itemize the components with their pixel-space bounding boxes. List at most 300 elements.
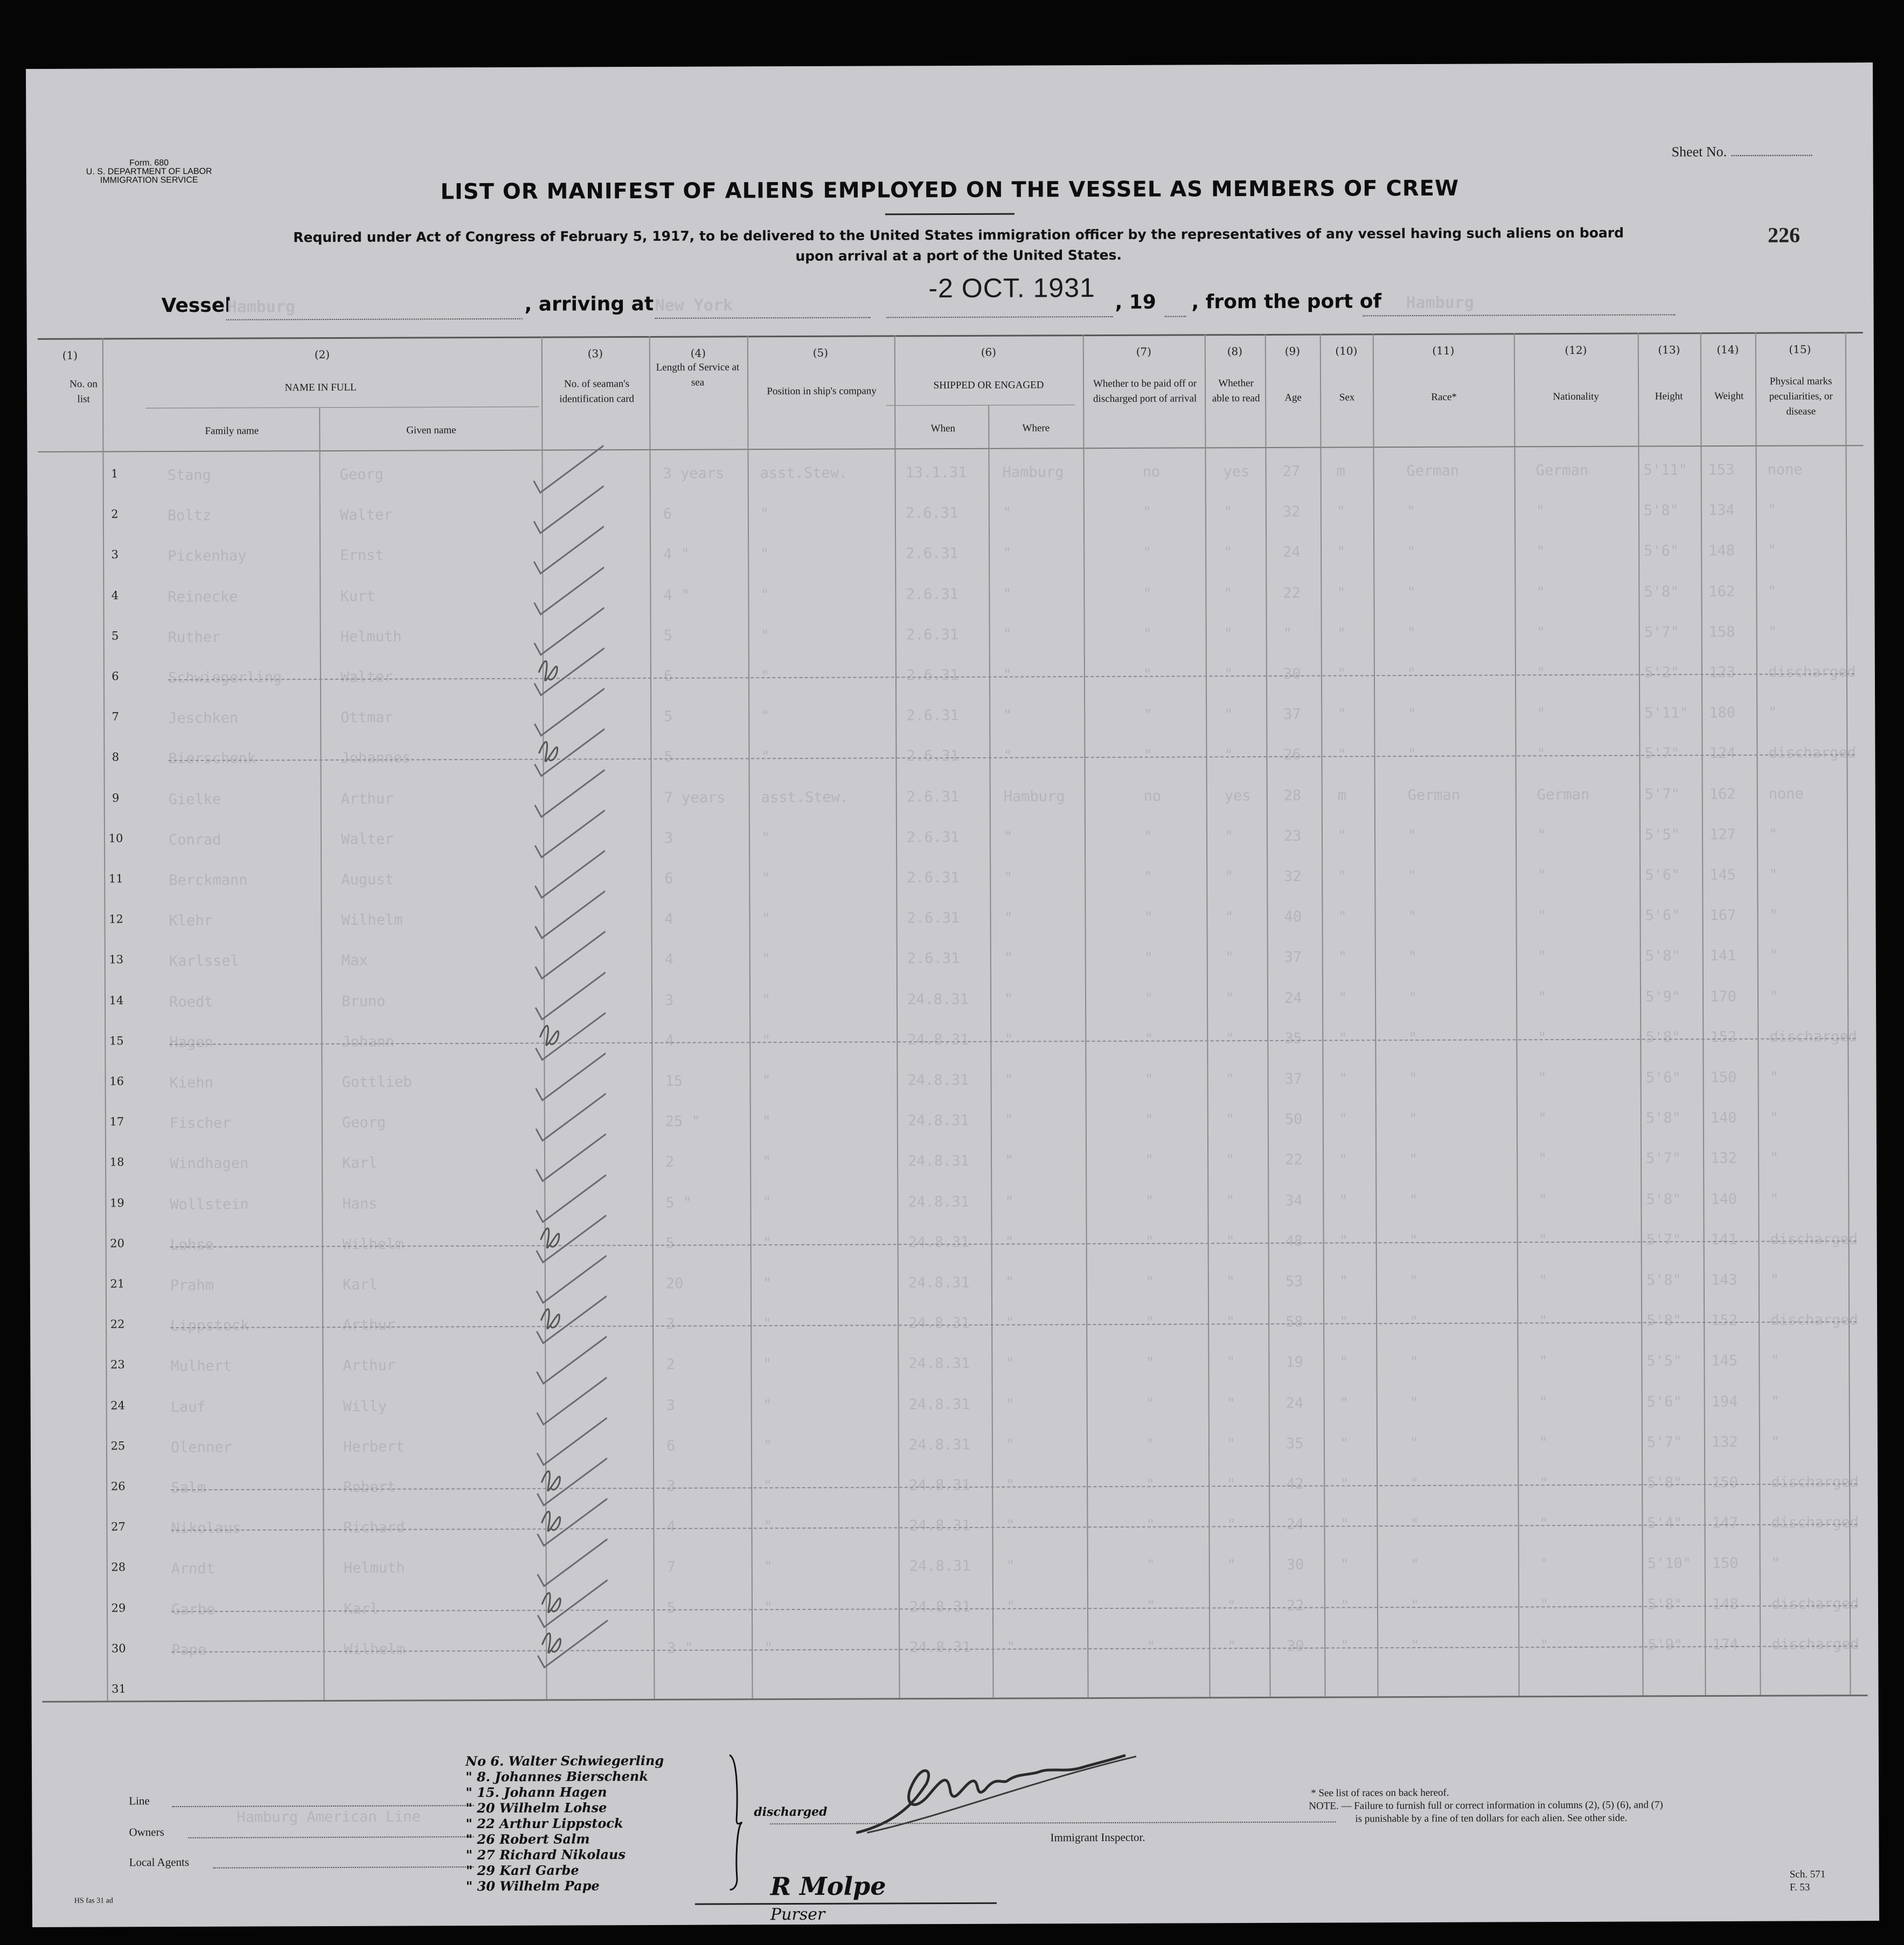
weight-cell: 152 [1711, 1312, 1738, 1329]
row-number: 9 [112, 791, 120, 805]
weight-cell: 170 [1710, 988, 1736, 1005]
given-name-cell: Karl [343, 1600, 379, 1618]
row-number: 6 [112, 670, 119, 683]
service-length-cell: 7 years [664, 789, 726, 806]
physical-marks-cell: " [1770, 1433, 1780, 1451]
height-cell: 5'8" [1646, 1272, 1681, 1289]
row-number: 1 [110, 467, 119, 480]
nationality-cell: " [1539, 1596, 1549, 1613]
nationality-cell: German [1537, 786, 1590, 803]
shipped-where-cell: " [1004, 950, 1013, 967]
shipped-when-cell: 24.8.31 [908, 1233, 970, 1251]
paid-off-cell: " [1146, 1638, 1156, 1655]
position-cell: " [761, 991, 771, 1008]
service-length-cell: 3 years [663, 465, 725, 482]
able-to-read-cell: " [1225, 1071, 1234, 1088]
family-name-cell: Reinecke [168, 588, 238, 605]
age-cell: 37 [1284, 1070, 1303, 1087]
able-to-read-cell: " [1226, 1273, 1235, 1291]
position-cell: " [763, 1599, 773, 1616]
weight-cell: 153 [1708, 461, 1735, 479]
weight-cell: 140 [1711, 1190, 1738, 1208]
shipped-where-cell: " [1006, 1557, 1016, 1575]
shipped-when-cell: 24.8.31 [909, 1517, 971, 1535]
f-number: F. 53 [1789, 1881, 1810, 1893]
able-to-read-cell: " [1226, 1314, 1235, 1331]
service-length-cell: 4 [665, 1032, 674, 1049]
given-name-cell: Robert [343, 1479, 396, 1496]
position-cell: " [761, 951, 771, 968]
position-cell: " [760, 626, 769, 644]
age-cell: 35 [1284, 1030, 1302, 1047]
nationality-cell: " [1538, 1231, 1547, 1249]
sex-cell: " [1339, 1192, 1348, 1209]
shipped-where-cell: " [1005, 1436, 1015, 1453]
shipped-where-cell: " [1003, 585, 1012, 603]
position-cell: " [762, 1153, 772, 1170]
able-to-read-cell: " [1227, 1637, 1236, 1655]
weight-cell: 150 [1712, 1474, 1739, 1491]
corner-code: HS fas 31 ad [74, 1897, 113, 1905]
col-head-paid-off: Whether to be paid off or discharged port of arrival [1093, 378, 1197, 405]
given-name-cell: Karl [342, 1155, 378, 1172]
arriving-blank [655, 317, 871, 319]
position-cell: " [761, 748, 770, 765]
position-cell: " [763, 1518, 773, 1535]
nationality-cell: " [1538, 1191, 1547, 1208]
height-cell: 5'7" [1644, 785, 1680, 803]
physical-marks-cell: " [1770, 1393, 1780, 1410]
shipped-where-cell: " [1005, 1153, 1014, 1170]
position-cell: " [762, 1194, 772, 1211]
family-name-cell: Prahm [170, 1277, 214, 1294]
col-num-11: (11) [1432, 344, 1455, 357]
physical-marks-cell: discharged [1771, 1474, 1859, 1491]
height-cell: 5'11" [1643, 462, 1687, 479]
col-num-7: (7) [1136, 345, 1152, 358]
service-length-cell: 20 [665, 1275, 684, 1292]
able-to-read-cell: " [1225, 909, 1234, 926]
family-name-cell: Conrad [168, 831, 221, 848]
service-length-cell: 6 [664, 870, 673, 887]
discharged-entry: " 26 Robert Salm [465, 1831, 590, 1848]
able-to-read-cell: " [1227, 1516, 1236, 1533]
family-name-cell: Schwiegerling [168, 669, 282, 687]
given-name-cell: Herbert [343, 1438, 405, 1455]
given-name-cell: Arthur [343, 1316, 395, 1334]
physical-marks-cell: " [1768, 542, 1777, 560]
col-num-14: (14) [1717, 343, 1739, 357]
position-cell: " [763, 1477, 773, 1495]
shipped-when-cell: 2.6.31 [907, 869, 960, 887]
shipped-where-cell: " [1004, 991, 1013, 1008]
date-stamp: -2 OCT. 1931 [928, 273, 1095, 304]
sex-cell: " [1339, 1151, 1348, 1168]
year-label: , 19 [1115, 291, 1156, 313]
age-cell: 30 [1287, 1637, 1304, 1655]
position-cell: " [763, 1315, 772, 1333]
col-num-2: (2) [314, 348, 330, 361]
service-length-cell: 5 [663, 627, 672, 644]
subtitle-line-1: Required under Act of Congress of February 5, 1917, to be delivered to the United States immigration officer by the representatives of any vessel having such aliens on board [293, 225, 1624, 246]
paid-off-cell: " [1143, 666, 1152, 683]
physical-marks-cell: discharged [1771, 1635, 1859, 1653]
age-cell: 32 [1284, 868, 1302, 885]
height-cell: 5'8" [1646, 1312, 1682, 1329]
fine-note-2: is punishable by a fine of ten dollars for each alien. See other side. [1355, 1812, 1628, 1825]
service-length-cell: 5 [664, 708, 673, 726]
able-to-read-cell: " [1224, 706, 1233, 723]
shipped-where-cell: " [1006, 1476, 1015, 1494]
row-number: 29 [111, 1601, 126, 1615]
race-cell: German [1407, 786, 1461, 804]
service-length-cell: 3 [664, 829, 673, 847]
shipped-where-cell: Hamburg [1003, 787, 1065, 805]
col-num-10: (10) [1335, 344, 1358, 358]
family-name-cell: Bierschenk [168, 750, 256, 768]
row-number: 23 [110, 1358, 125, 1371]
race-cell: " [1409, 1313, 1419, 1330]
sheet-number [1672, 143, 1812, 160]
physical-marks-cell: " [1769, 988, 1778, 1005]
col-head-service: Length of Service at sea [656, 361, 740, 388]
height-cell: 5'2" [1644, 664, 1680, 681]
able-to-read-cell: " [1227, 1557, 1236, 1574]
inspector-signature [835, 1751, 1158, 1844]
shipped-when-cell: 2.6.31 [906, 707, 959, 724]
position-cell: " [761, 708, 770, 725]
vessel-blank [226, 318, 523, 320]
service-length-cell: 6 [663, 667, 673, 685]
weight-cell: 147 [1712, 1515, 1739, 1532]
race-cell: " [1409, 1434, 1419, 1452]
sex-cell: " [1340, 1516, 1349, 1533]
age-cell: 48 [1285, 1232, 1303, 1250]
position-cell: " [763, 1396, 772, 1413]
age-cell: 37 [1284, 949, 1302, 966]
line-value: Hamburg American Line [237, 1808, 421, 1826]
age-cell: 58 [1285, 1313, 1303, 1331]
family-name-cell: Garbe [171, 1601, 216, 1618]
col-num-9: (9) [1284, 344, 1301, 358]
service-length-cell: 5 [666, 1599, 676, 1616]
nationality-cell: " [1537, 908, 1546, 925]
col-head-where: Where [1022, 422, 1050, 434]
discharged-entry: " 27 Richard Nikolaus [465, 1846, 626, 1863]
nationality-cell: German [1535, 462, 1589, 479]
position-cell: " [761, 910, 770, 928]
paid-off-cell: " [1144, 909, 1153, 926]
shipped-where-cell: " [1004, 869, 1013, 886]
physical-marks-cell: " [1771, 1555, 1781, 1572]
shipped-where-cell: " [1006, 1639, 1016, 1656]
position-cell: " [762, 1113, 772, 1130]
shipped-when-cell: 24.8.31 [909, 1476, 971, 1494]
paid-off-cell: " [1145, 1435, 1155, 1453]
shipped-where-cell: Hamburg [1002, 464, 1064, 481]
shipped-when-cell: 2.6.31 [906, 748, 960, 765]
paid-off-cell: " [1146, 1598, 1156, 1615]
able-to-read-cell: " [1226, 1435, 1236, 1453]
age-cell: 40 [1284, 908, 1302, 926]
physical-marks-cell: " [1768, 583, 1777, 600]
service-length-cell: 3 " [667, 1640, 694, 1657]
height-cell: 5'8" [1645, 947, 1680, 965]
race-cell: " [1408, 949, 1417, 966]
weight-cell: 148 [1708, 542, 1735, 560]
family-name-cell: Arndt [171, 1560, 216, 1578]
service-length-cell: 6 [663, 506, 672, 523]
shipped-where-cell: " [1006, 1517, 1015, 1534]
race-cell: " [1408, 1111, 1418, 1128]
shipped-when-cell: 24.8.31 [907, 1112, 969, 1130]
paid-off-cell: " [1145, 1233, 1154, 1250]
height-cell: 5'10" [1647, 1555, 1692, 1572]
given-name-cell: Ottmar [341, 709, 393, 727]
race-cell: " [1407, 746, 1416, 763]
nationality-cell: " [1538, 1110, 1547, 1127]
col-num-6: (6) [981, 345, 997, 359]
col-head-able-to-read: Whether able to read [1212, 378, 1260, 405]
sex-cell: m [1336, 463, 1345, 480]
height-cell: 5'7" [1644, 745, 1680, 762]
col-head-sex: Sex [1339, 392, 1355, 403]
given-name-cell: Max [341, 952, 368, 970]
nationality-cell: " [1538, 1151, 1547, 1168]
race-cell: " [1407, 706, 1416, 723]
sex-cell: " [1338, 949, 1347, 966]
race-cell: " [1409, 1151, 1418, 1168]
row-number: 4 [111, 588, 119, 602]
paid-off-cell: " [1143, 545, 1152, 562]
nationality-cell: " [1536, 543, 1545, 560]
given-name-cell: Georg [342, 1114, 386, 1132]
paid-off-cell: " [1144, 868, 1153, 886]
position-cell: " [763, 1437, 773, 1454]
service-length-cell: 2 [666, 1356, 675, 1374]
position-cell: " [764, 1639, 773, 1657]
sex-cell: " [1338, 908, 1347, 925]
given-name-cell: Ernst [340, 547, 384, 564]
able-to-read-cell: " [1224, 584, 1233, 602]
row-number: 7 [112, 710, 119, 723]
given-name-cell: Helmuth [343, 1559, 405, 1577]
sex-cell: " [1339, 1395, 1349, 1412]
physical-marks-cell: discharged [1768, 744, 1857, 762]
row-number: 5 [111, 629, 119, 643]
physical-marks-cell: discharged [1770, 1230, 1858, 1248]
line-label: Line [129, 1794, 150, 1808]
service-length-cell: 3 [666, 1477, 676, 1495]
family-name-cell: Wollstein [170, 1196, 249, 1213]
age-cell: 32 [1282, 503, 1301, 521]
age-cell: 30 [1283, 665, 1301, 682]
service-length-cell: 6 [666, 1437, 676, 1454]
nationality-cell: " [1539, 1353, 1548, 1370]
family-name-cell: Olenner [170, 1439, 232, 1456]
family-name-cell: Mulhert [170, 1358, 232, 1375]
col-num-5: (5) [812, 346, 829, 359]
weight-cell: 167 [1710, 907, 1736, 924]
service-length-cell: 3 [664, 992, 674, 1009]
service-length-cell: 3 [666, 1397, 675, 1414]
able-to-read-cell: " [1227, 1476, 1236, 1493]
paid-off-cell: " [1144, 1111, 1154, 1128]
paid-off-cell: no [1143, 787, 1162, 805]
paid-off-cell: " [1145, 1314, 1155, 1331]
position-cell: asst.Stew. [760, 464, 848, 482]
family-name-cell: Pape [171, 1641, 207, 1658]
arriving-label: , arriving at [524, 292, 654, 316]
shipped-where-cell: " [1004, 1112, 1014, 1129]
shipped-where-cell: " [1005, 1314, 1014, 1331]
weight-cell: 132 [1711, 1150, 1737, 1167]
age-cell: 42 [1286, 1475, 1304, 1493]
discharged-entry: " 22 Arthur Lippstock [465, 1815, 623, 1832]
sex-cell: " [1340, 1556, 1350, 1573]
physical-marks-cell: discharged [1771, 1514, 1859, 1531]
row-number: 27 [111, 1520, 126, 1533]
given-name-cell: Wilhelm [341, 911, 403, 929]
title-rule [885, 213, 1014, 215]
given-name-cell: Johann [342, 1033, 394, 1050]
shipped-where-cell: " [1004, 909, 1013, 926]
nationality-cell: " [1539, 1515, 1548, 1532]
family-name-cell: Roedt [169, 993, 213, 1010]
service-length-cell: 25 " [665, 1113, 700, 1131]
height-cell: 5'6" [1646, 1393, 1682, 1411]
position-cell: " [761, 870, 770, 887]
race-cell: " [1407, 665, 1416, 682]
age-cell: 24 [1285, 1395, 1304, 1412]
weight-cell: 150 [1712, 1555, 1739, 1572]
discharged-note: discharged [754, 1804, 828, 1819]
row-number: 31 [112, 1682, 126, 1696]
weight-cell: 124 [1709, 745, 1736, 762]
shipped-when-cell: 24.8.31 [907, 991, 969, 1008]
shipped-when-cell: 24.8.31 [908, 1153, 969, 1170]
race-cell: " [1409, 1272, 1419, 1290]
height-cell: 5'8" [1643, 502, 1679, 519]
family-name-cell: Kiehn [169, 1074, 213, 1092]
weight-cell: 180 [1709, 705, 1736, 722]
family-name-cell: Lippstock [170, 1317, 249, 1335]
row-number: 17 [109, 1115, 124, 1128]
height-cell: 5'8" [1647, 1595, 1683, 1613]
shipped-when-cell: 2.6.31 [907, 910, 960, 927]
shipped-where-cell: " [1005, 1396, 1014, 1413]
sex-cell: " [1337, 665, 1346, 682]
race-cell: " [1410, 1475, 1419, 1493]
family-name-cell: Stang [167, 466, 211, 484]
position-cell: asst.Stew. [761, 789, 849, 806]
able-to-read-cell: " [1224, 544, 1233, 561]
height-cell: 5'7" [1646, 1231, 1681, 1249]
row-number: 10 [108, 832, 123, 845]
nationality-cell: " [1536, 583, 1545, 601]
given-name-cell: Wilhelm [342, 1236, 404, 1253]
able-to-read-cell: yes [1224, 787, 1251, 804]
family-name-cell: Salm [171, 1479, 206, 1497]
physical-marks-cell: " [1769, 947, 1778, 965]
race-cell: " [1406, 503, 1416, 520]
shipped-when-cell: 13.1.31 [905, 464, 967, 482]
height-cell: 5'8" [1647, 1474, 1683, 1491]
age-cell: 24 [1286, 1516, 1304, 1533]
height-cell: 5'8" [1646, 1190, 1681, 1208]
col-head-name: NAME IN FULL [284, 381, 357, 394]
row-number: 26 [110, 1480, 126, 1493]
family-name-cell: Windhagen [170, 1155, 249, 1173]
physical-marks-cell: " [1770, 1353, 1780, 1370]
col-head-no: No. on list [70, 378, 98, 405]
col-head-height: Height [1655, 391, 1683, 402]
race-cell: " [1407, 624, 1416, 642]
race-cell: " [1407, 584, 1416, 601]
able-to-read-cell: " [1225, 989, 1234, 1007]
owners-label: Owners [129, 1825, 164, 1839]
able-to-read-cell: " [1223, 504, 1233, 521]
nationality-cell: " [1539, 1434, 1548, 1452]
race-cell: " [1409, 1354, 1419, 1371]
weight-cell: 123 [1708, 664, 1735, 681]
shipped-where-cell: " [1005, 1274, 1014, 1291]
paid-off-cell: " [1143, 585, 1152, 602]
race-cell: " [1410, 1556, 1420, 1573]
height-cell: 5'6" [1645, 907, 1680, 924]
height-cell: 5'8" [1645, 1110, 1681, 1127]
sex-cell: " [1338, 868, 1347, 885]
physical-marks-cell: discharged [1770, 1312, 1858, 1329]
race-cell: " [1409, 1191, 1418, 1209]
height-cell: 5'8" [1645, 1029, 1681, 1046]
form-number: Form. 680 [129, 158, 169, 168]
physical-marks-cell: " [1768, 623, 1777, 640]
service-length-cell: 5 " [665, 1194, 692, 1211]
nationality-cell: " [1540, 1636, 1549, 1654]
able-to-read-cell: " [1225, 868, 1234, 886]
col-head-physical-marks: Physical marks peculiarities, or disease [1769, 375, 1833, 417]
physical-marks-cell: " [1767, 501, 1777, 519]
paid-off-cell: " [1142, 504, 1152, 521]
physical-marks-cell: " [1769, 866, 1778, 883]
given-name-cell: Johannes [341, 749, 411, 767]
race-cell: " [1408, 908, 1417, 925]
shipped-where-cell: " [1003, 828, 1013, 846]
physical-marks-cell: " [1769, 1069, 1778, 1086]
family-name-cell: Pickenhay [168, 547, 247, 565]
sex-cell: " [1339, 1354, 1349, 1371]
crew-manifest-table [38, 332, 1868, 1743]
shipped-when-cell: 24.8.31 [908, 1193, 970, 1210]
family-name-cell: Lohse [170, 1236, 214, 1253]
discharged-entry: No 6. Walter Schwiegerling [465, 1752, 664, 1769]
shipped-when-cell: 2.6.31 [906, 666, 959, 684]
row-number: 19 [109, 1196, 124, 1210]
shipped-when-cell: 24.8.31 [908, 1274, 970, 1292]
page-title: LIST OR MANIFEST OF ALIENS EMPLOYED ON THE VESSEL AS MEMBERS OF CREW [440, 176, 1460, 205]
sex-cell: " [1338, 1070, 1347, 1087]
sheet-number-label: Sheet No. [1671, 143, 1727, 160]
shipped-where-cell: " [1002, 504, 1012, 521]
nationality-cell: " [1539, 1393, 1548, 1411]
department-name: U. S. DEPARTMENT OF LABOR [86, 166, 212, 177]
col-num-12: (12) [1565, 343, 1587, 357]
weight-cell: 132 [1711, 1433, 1738, 1451]
nationality-cell: " [1538, 1070, 1547, 1087]
able-to-read-cell: " [1224, 625, 1233, 643]
vessel-value: Hamburg [227, 297, 296, 317]
